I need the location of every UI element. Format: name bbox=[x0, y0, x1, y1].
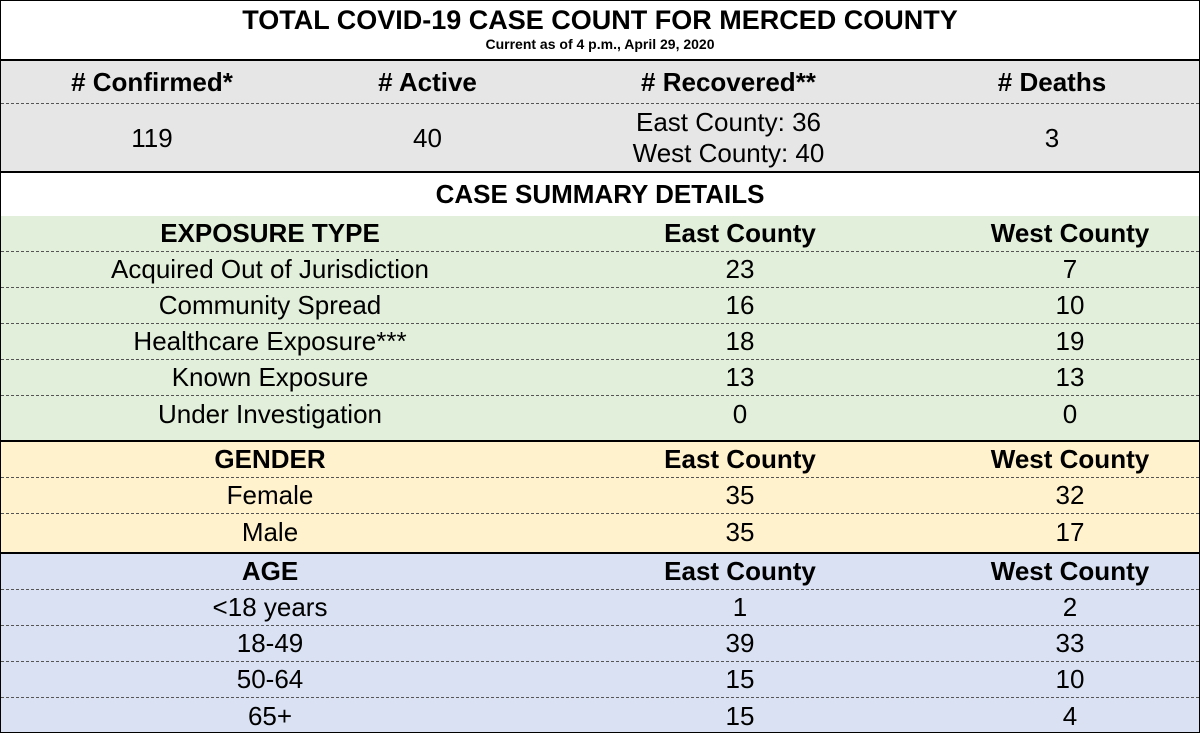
value-recovered bbox=[552, 107, 905, 169]
row-label: 65+ bbox=[247, 700, 293, 731]
age-section bbox=[1, 552, 1199, 732]
east-value: 18 bbox=[725, 326, 755, 356]
west-value: 32 bbox=[1055, 480, 1085, 510]
table-row bbox=[1, 478, 1199, 514]
gender-header-row bbox=[1, 442, 1199, 478]
west-value: 17 bbox=[1055, 516, 1085, 547]
totals-section bbox=[1, 61, 1199, 173]
row-label: 18-49 bbox=[236, 628, 304, 658]
west-value: 19 bbox=[1055, 326, 1085, 356]
page-title: TOTAL COVID-19 CASE COUNT FOR MERCED COUNTY bbox=[242, 5, 958, 35]
row-label: Known Exposure bbox=[171, 362, 369, 392]
value-active: 40 bbox=[413, 122, 442, 153]
age-header-label: AGE bbox=[241, 556, 299, 586]
recovered-east: East County: 36 bbox=[636, 107, 821, 137]
west-value: 33 bbox=[1055, 628, 1085, 658]
east-value: 39 bbox=[725, 628, 755, 658]
row-label: Healthcare Exposure*** bbox=[133, 326, 407, 356]
east-value: 1 bbox=[732, 592, 748, 622]
table-row bbox=[1, 662, 1199, 698]
east-value: 35 bbox=[725, 516, 755, 547]
table-row bbox=[1, 514, 1199, 550]
west-value: 10 bbox=[1055, 664, 1085, 694]
west-value: 0 bbox=[1062, 398, 1078, 429]
age-header-east: East County bbox=[664, 556, 816, 586]
value-confirmed: 119 bbox=[131, 122, 173, 153]
east-value: 0 bbox=[732, 398, 748, 429]
exposure-section bbox=[1, 216, 1199, 440]
row-label: Under Investigation bbox=[157, 398, 383, 429]
gender-section bbox=[1, 440, 1199, 552]
west-value: 13 bbox=[1055, 362, 1085, 392]
gender-header-west: West County bbox=[990, 444, 1150, 474]
west-value: 7 bbox=[1062, 254, 1078, 284]
header-deaths: # Deaths bbox=[997, 66, 1107, 97]
title-block bbox=[1, 1, 1199, 61]
header-confirmed: # Confirmed* bbox=[71, 66, 233, 97]
row-label: Male bbox=[241, 516, 299, 547]
east-value: 13 bbox=[725, 362, 755, 392]
west-value: 4 bbox=[1062, 700, 1078, 731]
east-value: 15 bbox=[725, 700, 755, 731]
east-value: 23 bbox=[725, 254, 755, 284]
east-value: 35 bbox=[725, 480, 755, 510]
exposure-header-west: West County bbox=[990, 218, 1150, 248]
table-row bbox=[1, 252, 1199, 288]
row-label: 50-64 bbox=[236, 664, 304, 694]
age-header-west: West County bbox=[990, 556, 1150, 586]
table-row bbox=[1, 590, 1199, 626]
row-label: Community Spread bbox=[158, 290, 382, 320]
table-row bbox=[1, 288, 1199, 324]
east-value: 15 bbox=[725, 664, 755, 694]
summary-title: CASE SUMMARY DETAILS bbox=[435, 179, 765, 209]
row-label: Acquired Out of Jurisdiction bbox=[111, 254, 429, 284]
row-label: <18 years bbox=[212, 592, 328, 622]
table-row bbox=[1, 324, 1199, 360]
row-label: Female bbox=[226, 480, 314, 510]
exposure-header-east: East County bbox=[664, 218, 816, 248]
table-row bbox=[1, 698, 1199, 734]
totals-header-row bbox=[1, 61, 1199, 104]
west-value: 2 bbox=[1062, 592, 1078, 622]
east-value: 16 bbox=[725, 290, 755, 320]
table-row bbox=[1, 396, 1199, 432]
value-deaths: 3 bbox=[1044, 122, 1060, 153]
age-header-row bbox=[1, 554, 1199, 590]
recovered-west: West County: 40 bbox=[632, 138, 825, 168]
table-row bbox=[1, 626, 1199, 662]
totals-values-row bbox=[1, 104, 1199, 172]
gender-header-label: GENDER bbox=[214, 444, 326, 474]
header-recovered: # Recovered** bbox=[641, 66, 816, 97]
exposure-header-row bbox=[1, 216, 1199, 252]
table-row bbox=[1, 360, 1199, 396]
page-subtitle: Current as of 4 p.m., April 29, 2020 bbox=[485, 36, 715, 52]
gender-header-east: East County bbox=[664, 444, 816, 474]
west-value: 10 bbox=[1055, 290, 1085, 320]
header-active: # Active bbox=[378, 66, 477, 97]
exposure-header-label: EXPOSURE TYPE bbox=[160, 218, 380, 248]
